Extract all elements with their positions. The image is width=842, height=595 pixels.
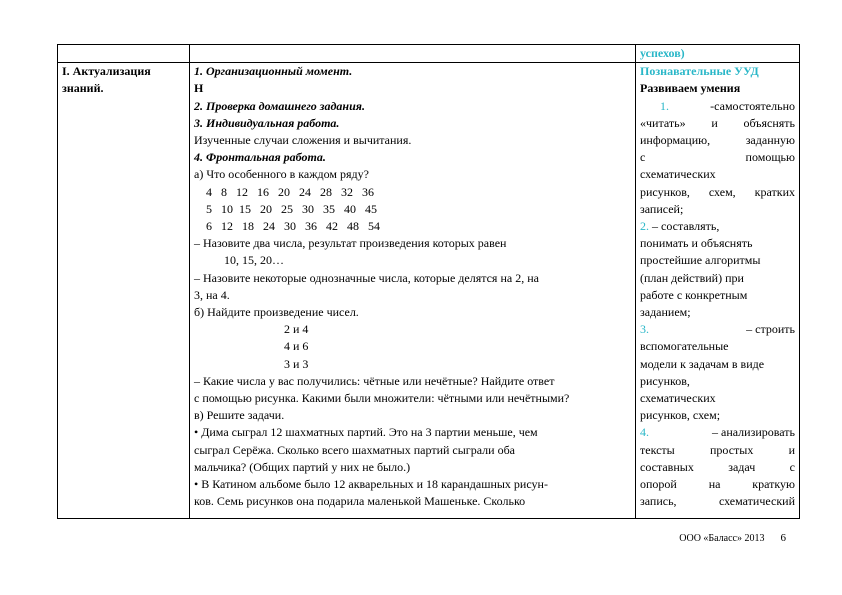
- lesson-table: [57, 44, 800, 519]
- text-line: мальчика? (Общих партий у них не было.): [194, 459, 411, 474]
- text-line: с помощью рисунка. Какими были множители: чётными или нечётными?: [194, 391, 570, 406]
- uud-item-1: [640, 98, 795, 115]
- header-row: [58, 45, 800, 63]
- item-text: – составлять,: [652, 219, 720, 234]
- text-line: • Дима сыграл 12 шахматных партий. Это на 3 партии меньше, чем: [194, 425, 538, 440]
- text-line: рисунков, схем;: [640, 408, 721, 423]
- uud-item-4: [640, 424, 795, 441]
- text-line: б) Найдите произведение чисел.: [194, 305, 359, 320]
- uud-subtitle: Развиваем умения: [640, 81, 741, 96]
- text-line: модели к задачам в виде: [640, 356, 765, 371]
- text-line: рисунков,: [640, 373, 690, 388]
- text-line: сыграл Серёжа. Сколько всего шахматных партий сыграли оба: [194, 442, 515, 457]
- text-line: рисунков, схем, кратких: [640, 184, 795, 199]
- product-pair-3: 3 и 3: [284, 356, 309, 371]
- text-line: (план действий) при: [640, 270, 744, 285]
- item-number: 1.: [660, 98, 669, 113]
- individual-work-heading: 3. Индивидуальная работа.: [194, 115, 340, 130]
- content-cell: [190, 63, 636, 519]
- text-line: опорой на краткую: [640, 477, 795, 492]
- text-line: Изученные случаи сложения и вычитания.: [194, 133, 412, 148]
- number-row-2: 5 10 15 20 25 30 35 40 45: [206, 201, 377, 216]
- product-pair-2: 4 и 6: [284, 339, 309, 354]
- homework-heading: 2. Проверка домашнего задания.: [194, 98, 365, 113]
- text-line: 10, 15, 20…: [224, 253, 284, 268]
- text-line: понимать и объяснять: [640, 236, 753, 251]
- uud-item-3: [640, 321, 795, 338]
- text-line: заданием;: [640, 305, 691, 320]
- text-line: – Какие числа у вас получились: чётные или нечётные? Найдите ответ: [194, 373, 555, 388]
- text-line: – Назовите два числа, результат произведения которых равен: [194, 236, 507, 251]
- text-line: работе с конкретным: [640, 287, 748, 302]
- item-number: 4.: [640, 425, 649, 440]
- stage-row: [58, 63, 800, 519]
- text-line: вспомогательные: [640, 339, 729, 354]
- item-number: 2.: [640, 219, 649, 234]
- text-line: схематических: [640, 167, 716, 182]
- text-line: «читать» и объяснять: [640, 115, 795, 130]
- page-footer: [679, 532, 786, 544]
- header-continuation: успехов): [640, 46, 685, 60]
- item-text: – строить: [746, 322, 795, 337]
- text-line: тексты простых и: [640, 442, 795, 457]
- text-line: в) Решите задачи.: [194, 408, 285, 423]
- text-line: запись, схематический: [640, 494, 795, 509]
- text-line: записей;: [640, 201, 684, 216]
- product-pair-1: 2 и 4: [284, 322, 309, 337]
- uud-cell: [636, 63, 800, 519]
- footer-company: ООО «Баласс» 2013: [679, 533, 765, 544]
- org-moment-heading: 1. Организационный момент.: [194, 64, 353, 79]
- uud-item-2: [640, 218, 795, 235]
- item-text: – анализировать: [712, 425, 795, 440]
- text-line: а) Что особенного в каждом ряду?: [194, 167, 369, 182]
- page-number: 6: [780, 532, 786, 544]
- uud-title: Познавательные УУД: [640, 64, 759, 79]
- number-row-3: 6 12 18 24 30 36 42 48 54: [206, 219, 380, 234]
- item-number: 3.: [640, 322, 649, 337]
- header-cell-stage: [58, 45, 190, 63]
- text-line: составных задач с: [640, 459, 795, 474]
- stage-title: I. Актуализация знаний.: [62, 64, 151, 96]
- text-line: – Назовите некоторые однозначные числа, которые делятся на 2, на: [194, 270, 539, 285]
- text-line: • В Катином альбоме было 12 акварельных и 18 карандашных рисун-: [194, 477, 548, 492]
- frontal-work-heading: 4. Фронтальная работа.: [194, 150, 326, 165]
- text-line: схематических: [640, 391, 716, 406]
- text-line: ков. Семь рисунков она подарила маленькой Машеньке. Сколько: [194, 494, 526, 509]
- number-row-1: 4 8 12 16 20 24 28 32 36: [206, 184, 374, 199]
- header-cell-content: [190, 45, 636, 63]
- stage-cell: [58, 63, 190, 519]
- item-text: -самостоятельно: [710, 98, 795, 113]
- note-letter: Н: [194, 81, 204, 96]
- text-line: 3, на 4.: [194, 287, 230, 302]
- text-line-split: с помощью: [640, 150, 795, 165]
- text-line: информацию, заданную: [640, 133, 795, 148]
- text-line: простейшие алгоритмы: [640, 253, 761, 268]
- header-cell-uud: [636, 45, 800, 63]
